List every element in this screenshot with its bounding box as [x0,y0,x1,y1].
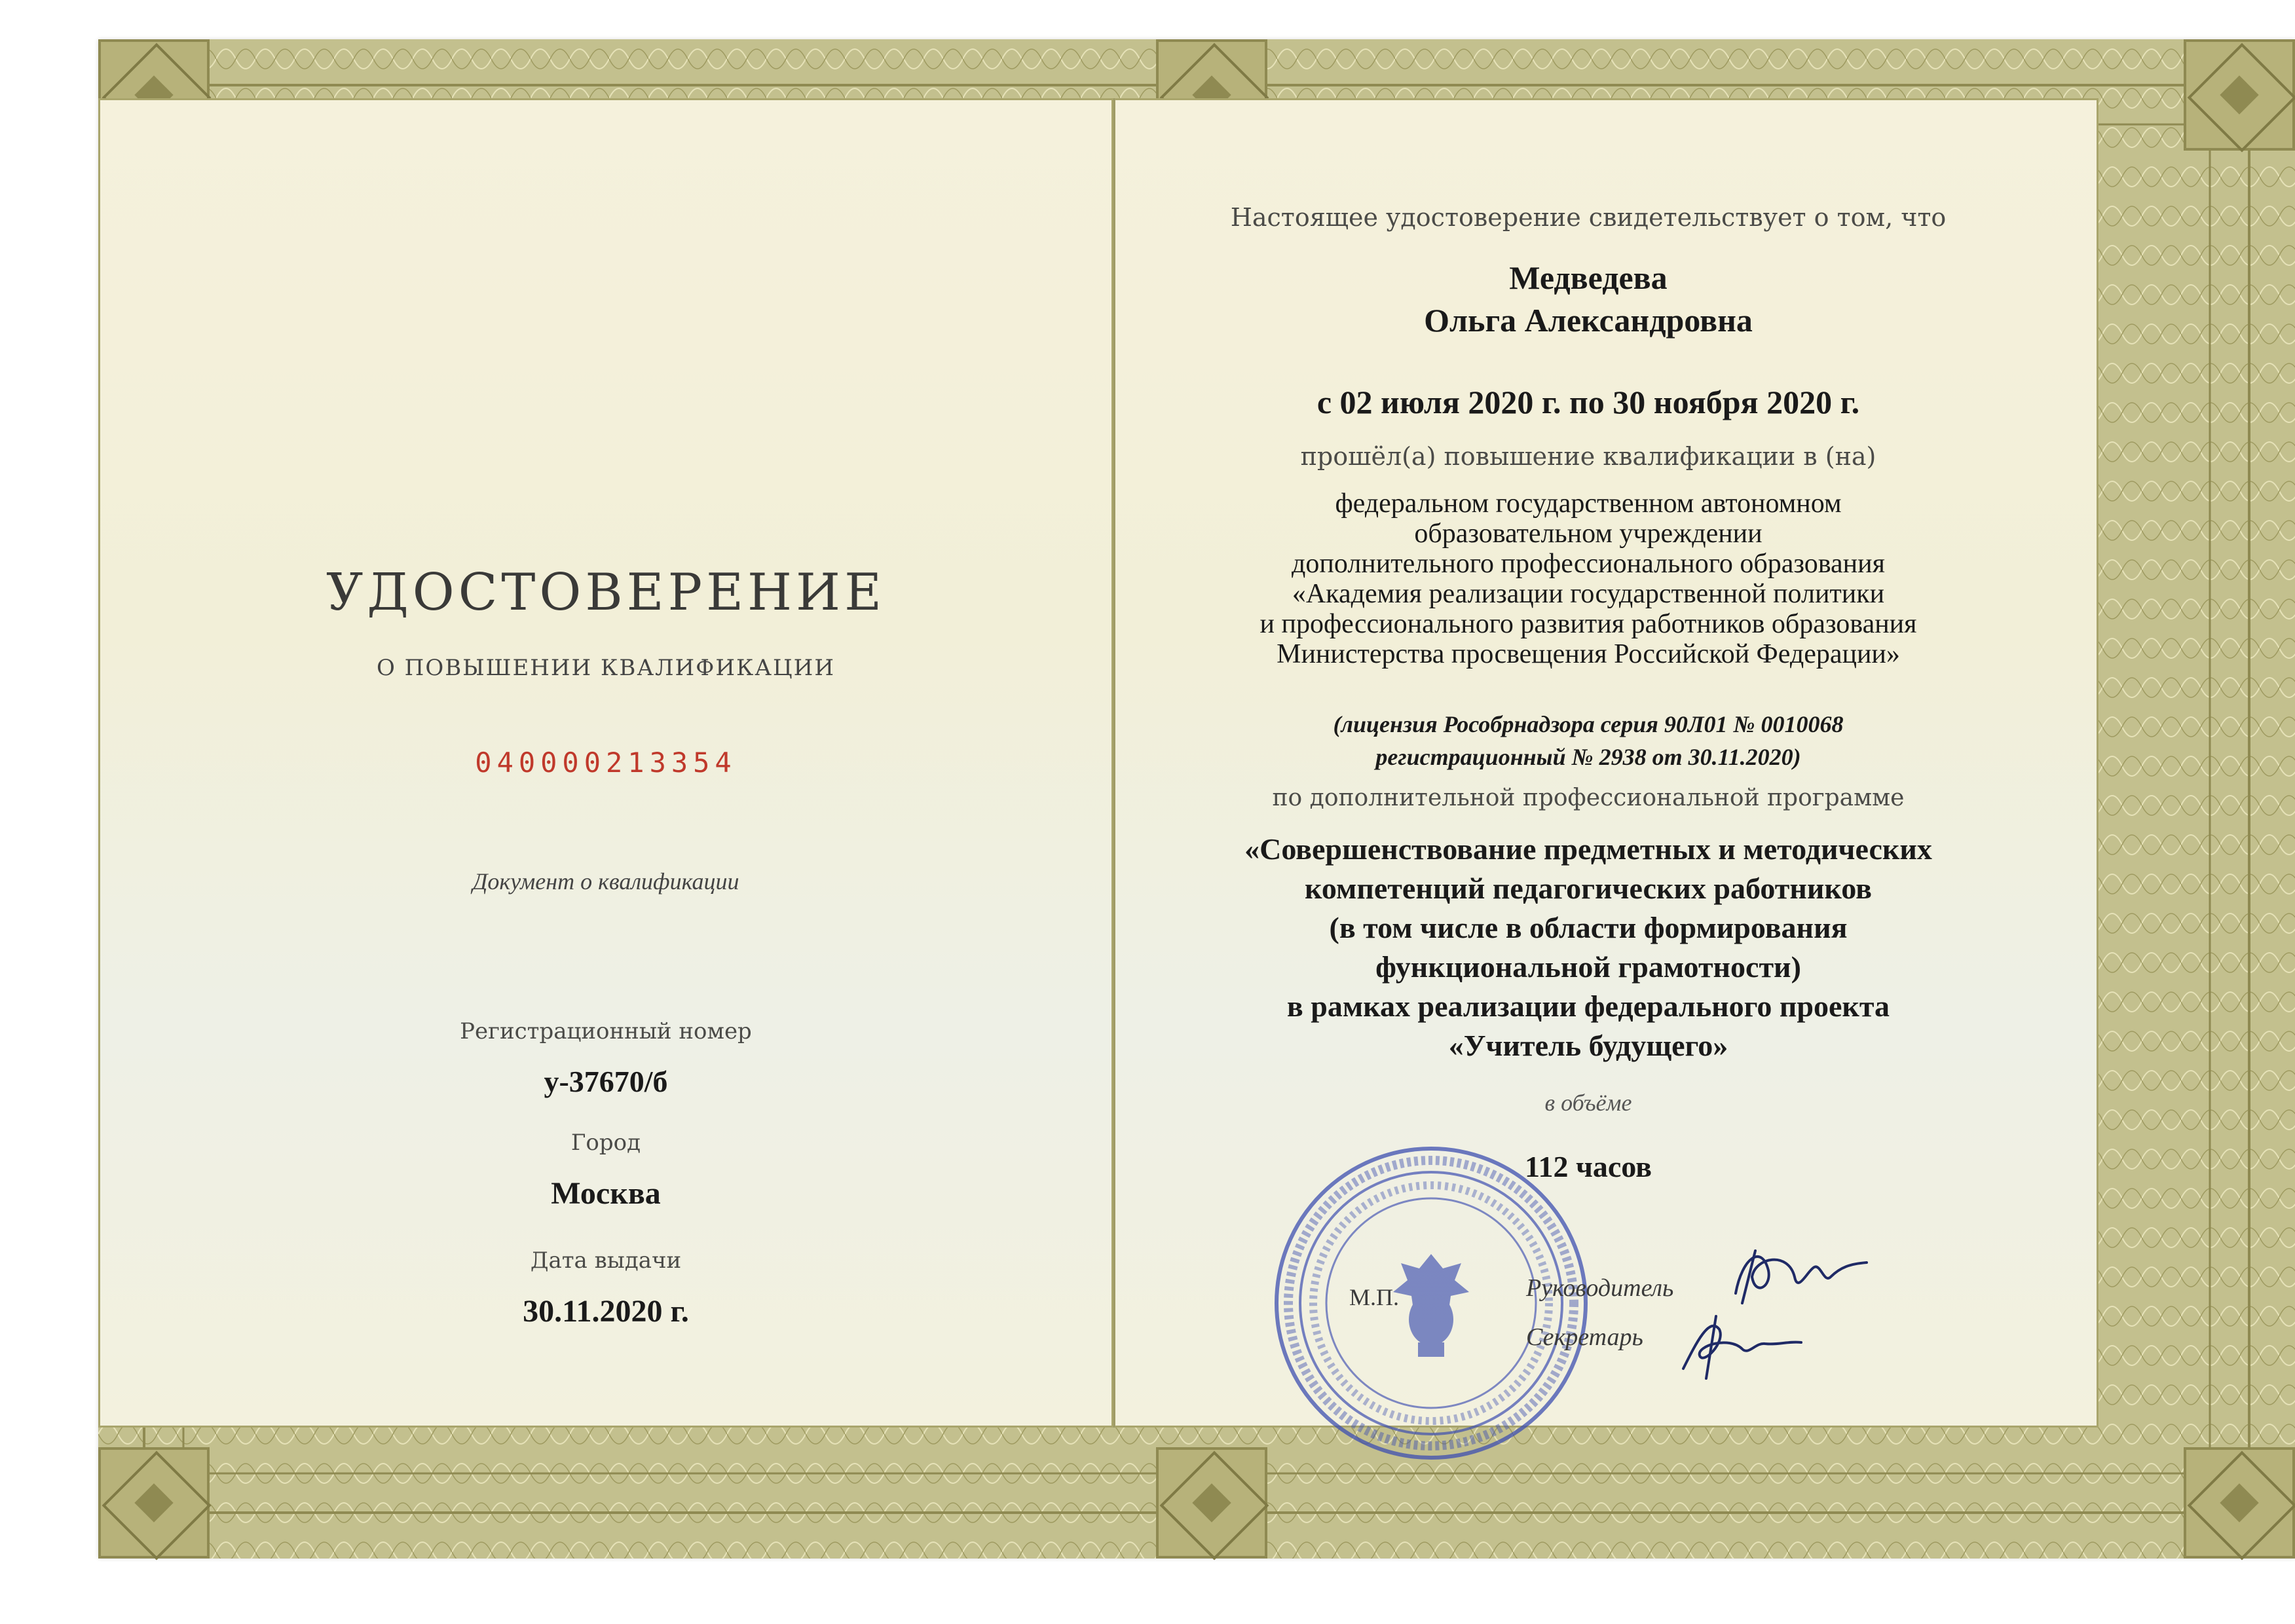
license-line: регистрационный № 2938 от 30.11.2020) [1375,744,1801,770]
seal-place-label: М.П. [1349,1284,1400,1310]
program-title-line: компетенций педагогических работников [1305,872,1872,905]
intro-text: Настоящее удостоверение свидетельствует о том, что [1230,203,1947,232]
organization-line: дополнительного профессионального образования [1292,549,1885,579]
passed-text: прошёл(а) повышение квалификации в (на) [1300,442,1876,471]
volume-label: в объёме [1544,1090,1632,1116]
program-label: по дополнительной профессиональной программе [1272,784,1905,811]
issue-date-label: Дата выдачи [530,1247,682,1274]
blank-serial-number: 040000213354 [475,747,737,779]
city-value: Москва [551,1176,661,1211]
holder-given-names: Ольга Александровна [1424,302,1753,339]
corner-ornament-top-right [2184,39,2295,151]
secretary-signature-label: Секретарь [1526,1323,1643,1351]
registration-number-value: у-37670/б [544,1065,668,1098]
program-title-line: «Совершенствование предметных и методических [1244,832,1932,866]
organization-line: «Академия реализации государственной политики [1292,579,1885,609]
holder-surname: Медведева [1509,259,1668,296]
head-signature-icon [1716,1231,1873,1310]
license-line: (лицензия Рособрнадзора серия 90Л01 № 0010068 [1333,711,1844,737]
secretary-signature-icon [1670,1303,1808,1382]
training-hours: 112 часов [1524,1150,1652,1183]
round-seal-icon [1271,1143,1592,1464]
corner-ornament-bottom-right [2184,1447,2295,1559]
program-title-line: (в том числе в области формирования [1329,911,1848,944]
program-title-line: «Учитель будущего» [1448,1029,1728,1062]
program-title-line: функциональной грамотности) [1375,950,1801,984]
training-period: с 02 июля 2020 г. по 30 ноября 2020 г. [1316,384,1860,420]
certificate-title: УДОСТОВЕРЕНИЕ [326,563,886,622]
document-type: Документ о квалификации [472,868,739,895]
issue-date-value: 30.11.2020 г. [523,1294,689,1329]
city-label: Город [570,1130,641,1156]
organization-line: федеральном государственном автономном [1335,489,1842,519]
organization-line: образовательном учреждении [1414,519,1763,549]
certificate-subtitle: О ПОВЫШЕНИИ КВАЛИФИКАЦИИ [377,655,835,681]
registration-number-label: Регистрационный номер [460,1018,752,1044]
page-fold [1113,98,1115,1428]
corner-ornament-fold-bottom [1156,1447,1267,1559]
head-signature-label: Руководитель [1526,1274,1674,1302]
organization-line: и профессионального развития работников образования [1259,609,1917,639]
organization-line: Министерства просвещения Российской Федерации» [1277,639,1900,669]
corner-ornament-bottom-left [98,1447,210,1559]
program-title-line: в рамках реализации федерального проекта [1286,989,1890,1023]
